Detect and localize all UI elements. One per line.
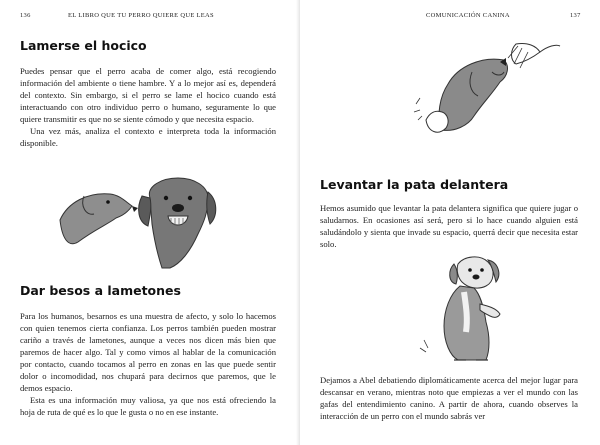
running-head-right: COMUNICACIÓN CANINA [426,12,510,19]
paragraph: Dejamos a Abel debatiendo diplomáticamente acerca del mejor lugar para descansar en verano, mientras noto que empiezas a ver el mundo con las gafas del entendimiento canino. A partir de ahora, cuando observes la interacción de un perro con el mundo sabrás ver [320,375,578,421]
right-page [300,0,600,445]
section-heading: Lamerse el hocico [20,38,147,53]
section-text [20,65,276,149]
paragraph: Para los humanos, besarnos es una muestra de afecto, y solo lo hacemos con quien tenemos cierta confianza. Los perros también pueden mostrar cariño a través de lametones, aunque a veces nos dicen más bien que paremos de hacer algo. Tal y como vimos al hablar de la comunicación por contacto, cuando tocamos al perro en zonas en las que puede sentir dolor o incomodidad, nos chupará para decirnos que paremos, que le demos espacio. [20,311,276,393]
paragraph: Puedes pensar que el perro acaba de comer algo, está recogiendo información del ambiente o tiene hambre. Y a lo mejor así es, dependerá del contexto. Sin embargo, si el perro se lame el hocico cuando está interactuando con otro individuo perro o humano, seguramente lo que quiere transmitir es que no se siente cómodo y que necesita espacio. [20,66,276,124]
paragraph: Hemos asumido que levantar la pata delantera significa que quiere jugar o saludarnos. En ocasiones así será, pero si lo hace cuando alguien está saludándolo y sienta que invade su espacio, querrá decir que necesita estar solo. [320,203,578,249]
paragraph: Esta es una información muy valiosa, ya que nos está ofreciendo la hoja de ruta de qué es lo que le gusta o no en ese instante. [20,395,276,417]
section-text [320,374,578,422]
section-heading: Levantar la pata delantera [320,177,509,192]
page-number-right: 137 [570,12,581,19]
page-number-left: 136 [20,12,31,19]
dog-raising-paw-illustration [414,252,514,364]
section-text [320,202,578,250]
running-head-left: EL LIBRO QUE TU PERRO QUIERE QUE LEAS [68,12,214,19]
hand-petting-dog-illustration [412,38,562,150]
section-heading: Dar besos a lametones [20,283,181,298]
section-text [20,310,276,418]
two-dogs-licking-illustration [58,172,228,270]
paragraph: Una vez más, analiza el contexto e interpreta toda la información disponible. [20,126,276,148]
